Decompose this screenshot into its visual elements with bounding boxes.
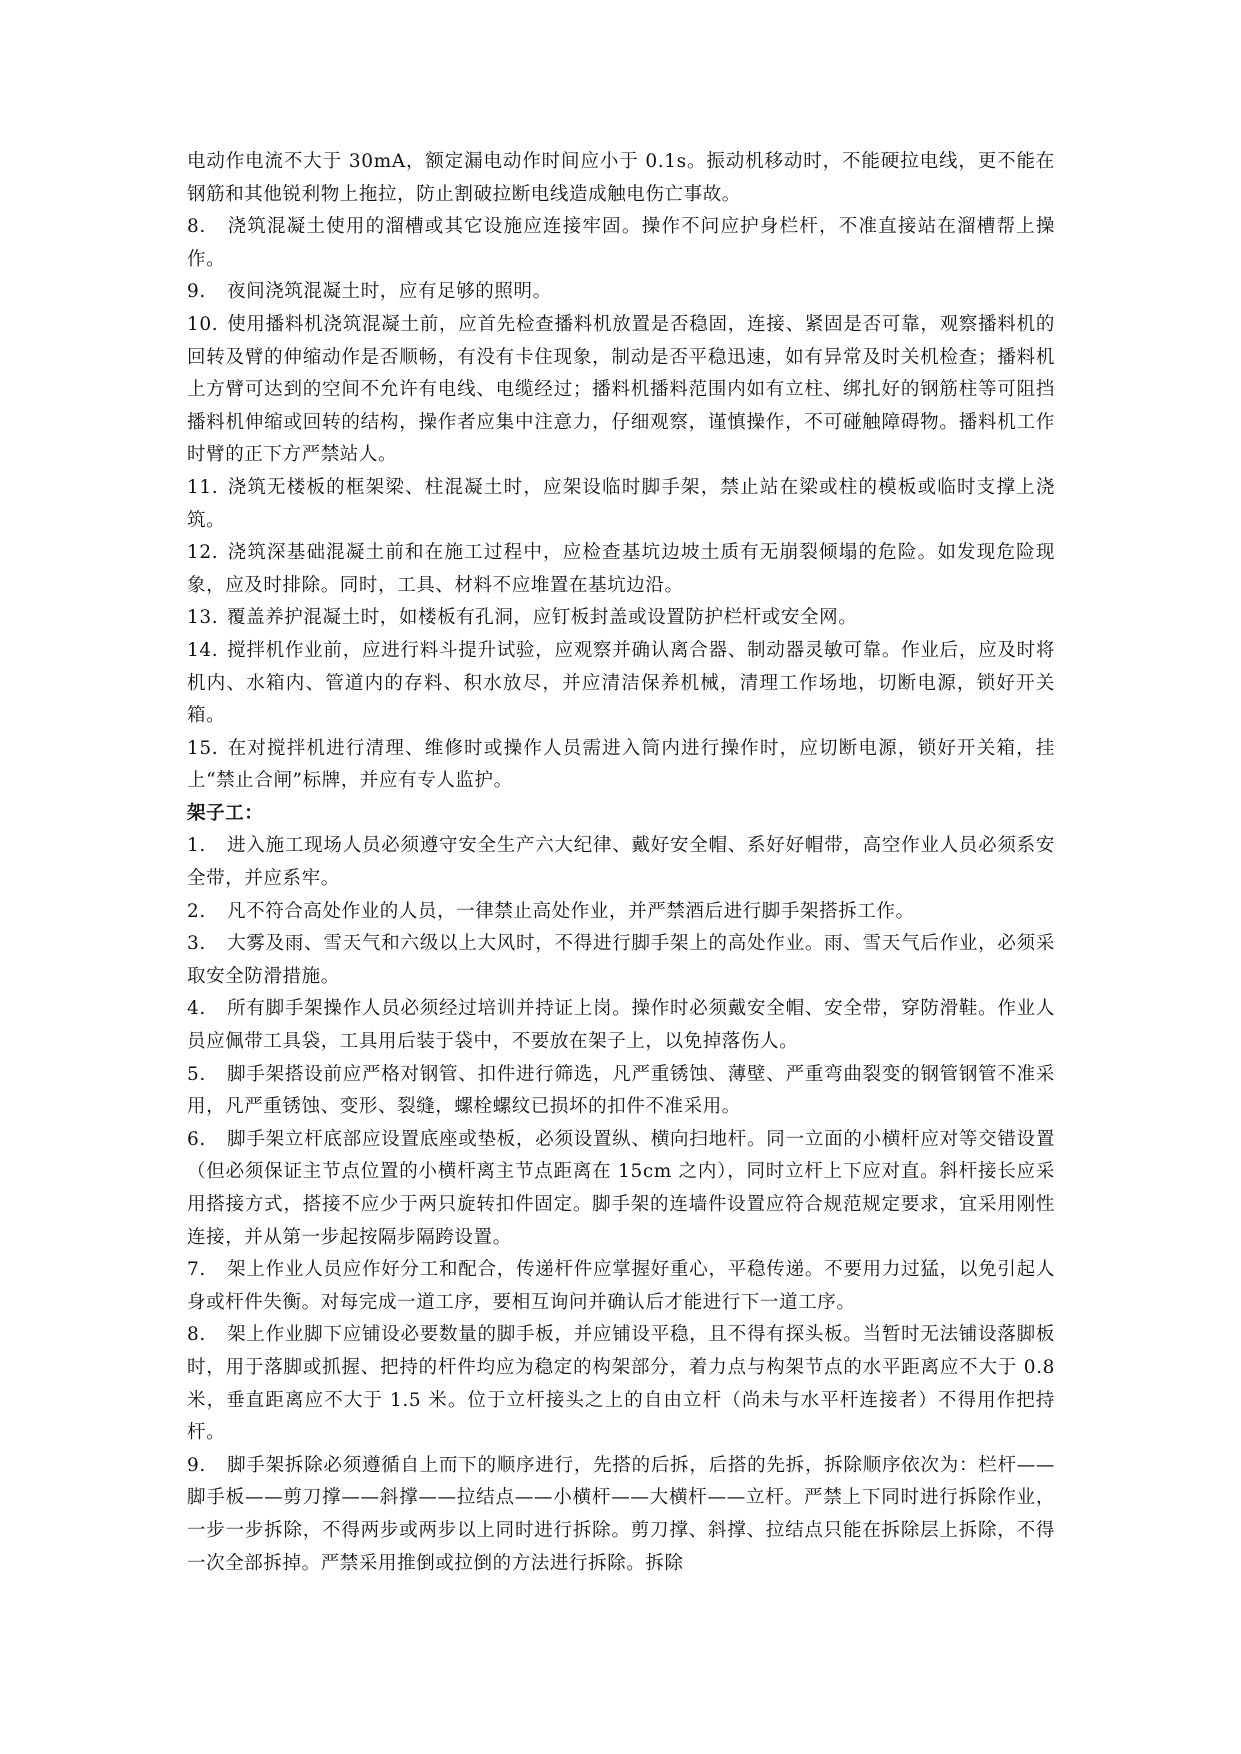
intro-paragraph: 电动作电流不大于 30mA，额定漏电动作时间应小于 0.1s。振动机移动时，不能硬拉电线，更不能在钢筋和其他锐利物上拖拉，防止割破拉断电线造成触电伤亡事故。 [187, 151, 1055, 205]
item-text: 覆盖养护混凝土时，如楼板有孔洞，应钉板封盖或设置防护栏杆或安全网。 [227, 607, 858, 629]
list-item [187, 537, 1055, 602]
item-text: 架上作业脚下应铺设必要数量的脚手板，并应铺设平稳，且不得有探头板。当暂时无法铺设落脚板时，用于落脚或抓握、把持的杆件均应为稳定的构架部分，着力点与构架节点的水平距离应不大于 0.8 米，垂直距离应不大于 1.5 米。位于立杆接头之上的自由立杆（尚未与水平杆连接者）不得用作把持杆。 [187, 1324, 1055, 1444]
item-text: 所有脚手架操作人员必须经过培训并持证上岗。操作时必须戴安全帽、安全带，穿防滑鞋。作业人员应佩带工具袋，工具用后装于袋中，不要放在架子上，以免掉落伤人。 [187, 998, 1055, 1053]
item-number: 5. [187, 1063, 206, 1085]
list-item [187, 896, 1055, 929]
item-number: 9. [187, 1454, 206, 1476]
item-text: 搅拌机作业前，应进行料斗提升试验，应观察并确认离合器、制动器灵敏可靠。作业后，应及时将机内、水箱内、管道内的存料、积水放尽，并应清洁保养机械，清理工作场地，切断电源，锁好开关箱。 [187, 639, 1055, 727]
item-number: 14. [187, 639, 219, 661]
item-text: 浇筑无楼板的框架梁、柱混凝土时，应架设临时脚手架，禁止站在梁或柱的模板或临时支撑上浇筑。 [187, 476, 1055, 531]
item-text: 进入施工现场人员必须遵守安全生产六大纪律、戴好安全帽、系好好帽带，高空作业人员必须系安全带，并应系牢。 [187, 835, 1055, 890]
list-item [187, 928, 1055, 993]
list-item [187, 472, 1055, 537]
item-number: 3. [187, 933, 206, 955]
list-item [187, 309, 1055, 472]
list-item [187, 1450, 1055, 1580]
list-item [187, 276, 1055, 309]
item-number: 1. [187, 835, 206, 857]
item-text: 凡不符合高处作业的人员，一律禁止高处作业，并严禁酒后进行脚手架搭拆工作。 [227, 900, 915, 922]
item-number: 8. [187, 216, 206, 238]
item-text: 脚手架拆除必须遵循自上而下的顺序进行，先搭的后拆，后搭的先拆，拆除顺序依次为：栏杆——脚手板——剪刀撑——斜撑——拉结点——小横杆——大横杆——立杆。严禁上下同时进行拆除作业，一步一步拆除，不得两步或两步以上同时进行拆除。剪刀撑、斜撑、拉结点只能在拆除层上拆除，不得一次全部拆掉。严禁采用推倒或拉倒的方法进行拆除。拆除 [187, 1454, 1055, 1574]
item-text: 脚手架立杆底部应设置底座或垫板，必须设置纵、横向扫地杆。同一立面的小横杆应对等交错设置（但必须保证主节点位置的小横杆离主节点距离在 15cm 之内），同时立杆上下应对直。斜杆接长应采用搭接方式，搭接不应少于两只旋转扣件固定。脚手架的连墙件设置应符合规范规定要求，宜采用刚性连接，并从第一步起按隔步隔跨设置。 [187, 1128, 1055, 1248]
item-number: 15. [187, 737, 219, 759]
item-text: 浇筑混凝土使用的溜槽或其它设施应连接牢固。操作不问应护身栏杆，不准直接站在溜槽帮上操作。 [187, 216, 1055, 270]
item-number: 2. [187, 900, 206, 922]
list-item [187, 635, 1055, 733]
list-item [187, 211, 1055, 276]
item-number: 7. [187, 1259, 206, 1281]
scaffold-list [187, 830, 1055, 1580]
item-text: 架上作业人员应作好分工和配合，传递杆件应掌握好重心，平稳传递。不要用力过猛，以免引起人身或杆件失衡。对每完成一道工序，要相互询问并确认后才能进行下一道工序。 [187, 1259, 1055, 1313]
document-page [187, 146, 1055, 1580]
list-item [187, 1254, 1055, 1319]
list-item [187, 1059, 1055, 1124]
list-item [187, 602, 1055, 635]
list-item [187, 733, 1055, 798]
item-number: 11. [187, 476, 219, 498]
section-heading: 架子工： [187, 802, 264, 824]
concrete-list [187, 211, 1055, 798]
item-text: 浇筑深基础混凝土前和在施工过程中，应检查基坑边坡土质有无崩裂倾塌的危险。如发现危险现象，应及时排除。同时，工具、材料不应堆置在基坑边沿。 [187, 542, 1055, 596]
list-item [187, 1319, 1055, 1449]
list-item [187, 1124, 1055, 1254]
item-number: 4. [187, 998, 206, 1020]
item-text: 夜间浇筑混凝土时，应有足够的照明。 [227, 281, 552, 303]
item-text: 脚手架搭设前应严格对钢管、扣件进行筛选，凡严重锈蚀、薄壁、严重弯曲裂变的钢管钢管不准采用，凡严重锈蚀、变形、裂缝，螺栓螺纹已损坏的扣件不准采用。 [187, 1063, 1055, 1118]
item-number: 13. [187, 607, 219, 629]
list-item [187, 830, 1055, 895]
item-number: 10. [187, 313, 219, 335]
item-number: 12. [187, 542, 219, 564]
item-text: 使用播料机浇筑混凝土前，应首先检查播料机放置是否稳固，连接、紧固是否可靠，观察播料机的回转及臂的伸缩动作是否顺畅，有没有卡住现象，制动是否平稳迅速，如有异常及时关机检查；播料机上方臂可达到的空间不允许有电线、电缆经过；播料机播料范围内如有立柱、绑扎好的钢筋柱等可阻挡播料机伸缩或回转的结构，操作者应集中注意力，仔细观察，谨慎操作，不可碰触障碍物。播料机工作时臂的正下方严禁站人。 [187, 313, 1055, 466]
item-text: 在对搅拌机进行清理、维修时或操作人员需进入筒内进行操作时，应切断电源，锁好开关箱，挂上“禁止合闸”标牌，并应有专人监护。 [187, 737, 1055, 792]
item-number: 8. [187, 1324, 206, 1346]
item-number: 9. [187, 281, 206, 303]
item-text: 大雾及雨、雪天气和六级以上大风时，不得进行脚手架上的高处作业。雨、雪天气后作业，必须采取安全防滑措施。 [187, 933, 1055, 987]
item-number: 6. [187, 1128, 206, 1150]
list-item [187, 993, 1055, 1058]
